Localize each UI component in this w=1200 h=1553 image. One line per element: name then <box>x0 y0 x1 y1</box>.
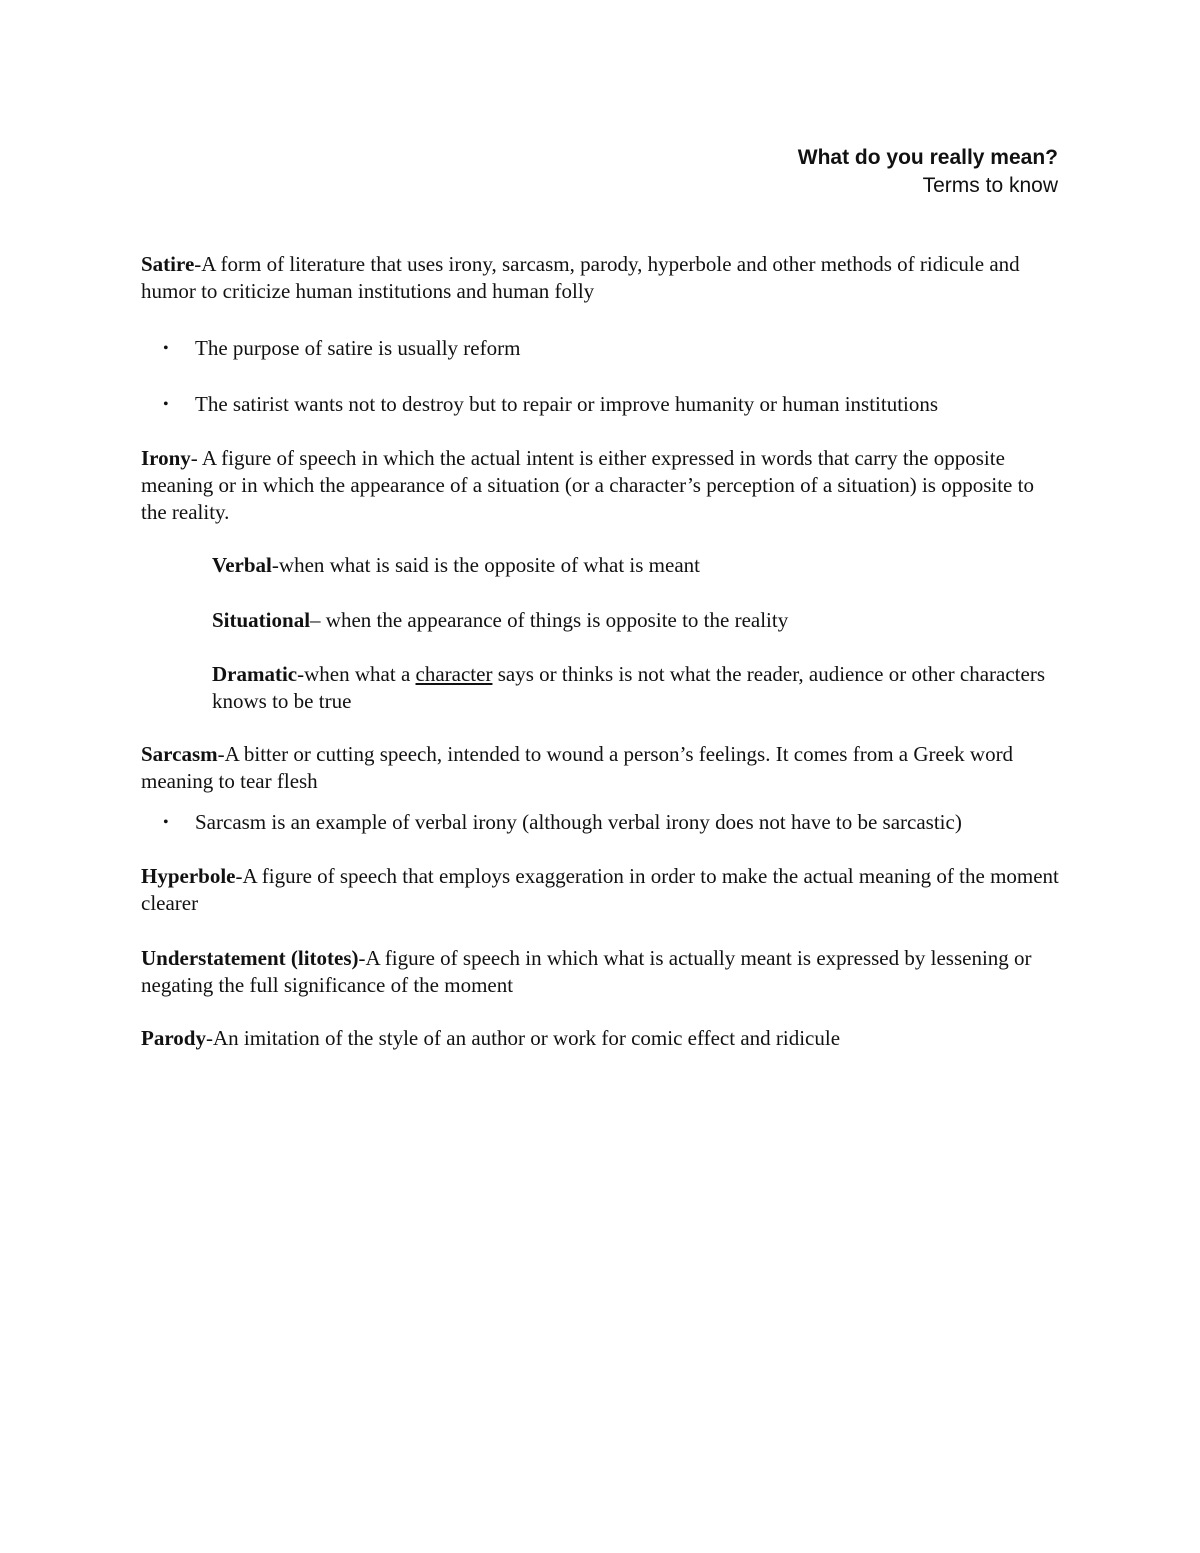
verbal-irony <box>212 552 1062 579</box>
sarcasm-bullet-1: Sarcasm is an example of verbal irony (although verbal irony does not have to be sarcastic) <box>195 810 962 834</box>
irony-term: Irony <box>141 446 191 470</box>
irony-text: - A figure of speech in which the actual intent is either expressed in words that carry the opposite meaning or in which the appearance of a situation (or a character’s perception of a situation) is opposite to the reality. <box>141 446 1034 524</box>
satire-bullet-2: The satirist wants not to destroy but to repair or improve humanity or human institutions <box>195 392 939 416</box>
parody-text: -An imitation of the style of an author or work for comic effect and ridicule <box>205 1026 841 1050</box>
sarcasm-term: Sarcasm <box>141 742 218 766</box>
dramatic-text-before: -when what a <box>297 662 416 686</box>
situational-irony <box>212 607 1062 634</box>
document-title: What do you really mean? <box>797 146 1058 169</box>
parody-definition <box>141 1025 1061 1052</box>
bullet-icon: • <box>163 340 169 357</box>
sarcasm-definition <box>141 741 1061 795</box>
dramatic-term: Dramatic <box>212 662 298 686</box>
verbal-text: -when what is said is the opposite of what is meant <box>271 553 700 577</box>
character-link: character <box>415 662 493 686</box>
satire-term: Satire <box>141 252 195 276</box>
verbal-term: Verbal <box>212 553 272 577</box>
dramatic-irony <box>212 661 1062 715</box>
satire-definition <box>141 251 1061 305</box>
understatement-text: -A figure of speech in which what is actually meant is expressed by lessening or negating the full significance of the moment <box>141 946 1032 997</box>
understatement-definition <box>141 945 1061 999</box>
sarcasm-text: -A bitter or cutting speech, intended to wound a person’s feelings. It comes from a Greek word meaning to tear flesh <box>141 742 1014 793</box>
satire-text: -A form of literature that uses irony, sarcasm, parody, hyperbole and other methods of ridicule and humor to criticize human institutions and human folly <box>141 252 1020 303</box>
dramatic-text-after: says or thinks is not what the reader, audience or other characters knows to be true <box>212 662 1045 713</box>
situational-text: – when the appearance of things is opposite to the reality <box>310 608 789 632</box>
hyperbole-definition <box>141 863 1061 917</box>
document-subtitle: Terms to know <box>922 174 1058 197</box>
irony-definition <box>141 445 1061 526</box>
document-header <box>798 144 1058 200</box>
hyperbole-text: -A figure of speech that employs exaggeration in order to make the actual meaning of the moment clearer <box>141 864 1059 915</box>
bullet-icon: • <box>163 814 169 831</box>
bullet-icon: • <box>163 396 169 413</box>
satire-bullet-1: The purpose of satire is usually reform <box>195 336 521 360</box>
situational-term: Situational <box>212 608 311 632</box>
understatement-term: Understatement (litotes) <box>141 946 359 970</box>
hyperbole-term: Hyperbole <box>141 864 236 888</box>
parody-term: Parody <box>141 1026 206 1050</box>
